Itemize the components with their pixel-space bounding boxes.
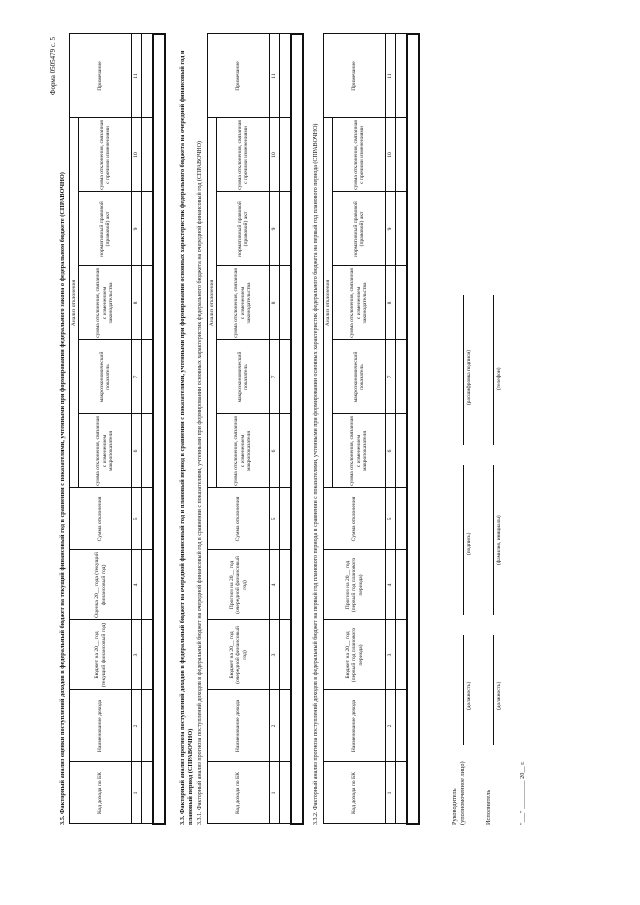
header-act: нормативный правовой (правовой) акт (217, 192, 270, 266)
header-name: Наименование дохода (208, 690, 270, 762)
data-cell[interactable] (280, 34, 292, 118)
data-cell[interactable] (142, 118, 154, 192)
col-number: 10 (386, 118, 396, 192)
data-cell[interactable] (142, 414, 154, 488)
col-number: 7 (132, 340, 142, 414)
data-cell[interactable] (280, 488, 292, 550)
col-number: 11 (386, 34, 396, 118)
data-cell[interactable] (280, 550, 292, 620)
data-cell[interactable] (280, 266, 292, 340)
header-other: сумма отклонения, связанная с прочими изменениями (217, 118, 270, 192)
header-budget: Бюджет на 20__ год (первый год планового периода) (324, 620, 386, 690)
col-number: 5 (132, 488, 142, 550)
data-cell[interactable] (142, 690, 154, 762)
section-title-3-3-1: 3.3.1. Факторный анализ прогноза поступлений доходов в федеральный бюджет на очередной финансовый год в сравнении с показателями, учтенными при формировании основных характеристик федерального бюджета на очередной финансовый год (СПРАВОЧНО) (197, 141, 203, 825)
header-dev-sum: Сумма отклонения (324, 488, 386, 550)
data-cell[interactable] (142, 34, 154, 118)
col-number: 10 (270, 118, 280, 192)
header-other: сумма отклонения, связанная с прочими изменениями (79, 118, 132, 192)
col-number: 6 (270, 414, 280, 488)
col-number: 4 (132, 550, 142, 620)
col-number: 1 (386, 762, 396, 824)
data-cell[interactable] (280, 620, 292, 690)
section-title-3-3: 3.3. Факторный анализ прогноза поступлений доходов в федеральный бюджет на очередной финансовый год и плановый период в сравнении с показателями, учтенными при формировании основных характеристик федерального бюджета на очередной финансовый год и плановый период (СПРАВОЧНО) (179, 50, 194, 825)
header-macro-change: сумма отклонения, связанная с изменением макропоказателя (79, 414, 132, 488)
data-cell[interactable] (396, 192, 408, 266)
header-macro: макроэкономический показатель (333, 340, 386, 414)
header-note: Примечание (208, 34, 270, 118)
table-3-3-2 (323, 33, 420, 825)
data-cell[interactable] (142, 762, 154, 824)
col-number: 6 (386, 414, 396, 488)
col-number: 11 (132, 34, 142, 118)
header-budget: Бюджет на 20__ год (текущий финансовый год) (70, 620, 132, 690)
header-forecast: Прогноз на 20__ год (первый год планового периода) (324, 550, 386, 620)
executor-fio-caption: (фамилия, инициалы) (496, 515, 502, 565)
header-macro: макроэкономический показатель (217, 340, 270, 414)
date-line[interactable]: "___" _________ 20__ г. (519, 761, 526, 825)
data-cell[interactable] (142, 266, 154, 340)
header-macro-change: сумма отклонения, связанная с изменением макропоказателя (217, 414, 270, 488)
total-row (291, 34, 303, 824)
header-dev-sum: Сумма отклонения (70, 488, 132, 550)
total-row (407, 34, 419, 824)
header-dev-sum: Сумма отклонения (208, 488, 270, 550)
data-cell[interactable] (142, 192, 154, 266)
data-cell[interactable] (280, 414, 292, 488)
col-number: 4 (386, 550, 396, 620)
table-3-5 (69, 33, 166, 825)
col-number: 2 (386, 690, 396, 762)
head-decoding-line[interactable] (463, 295, 464, 445)
data-cell[interactable] (280, 690, 292, 762)
table-3-3-1 (207, 33, 304, 825)
header-estimate: Оценка 20__ года (текущий финансовый год) (70, 550, 132, 620)
header-law-change: сумма отклонения, связанная с изменением законодательства (333, 266, 386, 340)
head-signature-line[interactable] (463, 465, 464, 615)
header-act: нормативный правовой (правовой) акт (333, 192, 386, 266)
section-title-3-3-2: 3.3.2. Факторный анализ прогноза поступлений доходов в федеральный бюджет на первый год планового периода в сравнении с показателями, учтенными при формировании основных характеристик федерального бюджета на первый год планового периода (СПРАВОЧНО) (313, 123, 319, 825)
col-number: 2 (270, 690, 280, 762)
data-cell[interactable] (280, 192, 292, 266)
col-number: 6 (132, 414, 142, 488)
rotated-landscape-content (45, 25, 605, 885)
header-name: Наименование дохода (70, 690, 132, 762)
header-analysis: Анализ отклонения (208, 118, 217, 488)
head-label: Руководитель (уполномоченное лицо) (451, 761, 466, 825)
data-cell[interactable] (280, 340, 292, 414)
head-position-line[interactable] (463, 635, 464, 745)
data-cell[interactable] (280, 118, 292, 192)
header-code: Код дохода по БК (208, 762, 270, 824)
header-macro: макроэкономический показатель (79, 340, 132, 414)
col-number: 9 (270, 192, 280, 266)
data-cell[interactable] (142, 488, 154, 550)
section-title-3-5: 3.5. Факторный анализ оценки поступлений доходов в федеральный бюджет на текущий финансовый год в сравнении с показателями, учтенными при формировании федерального закона о федеральном бюджете (СПРАВОЧНО) (59, 172, 66, 825)
data-cell[interactable] (142, 550, 154, 620)
head-decoding-caption: (расшифровка подписи) (466, 349, 472, 405)
col-number: 8 (270, 266, 280, 340)
data-cell[interactable] (396, 488, 408, 550)
form-label: Форма 0505479 с. 5 (49, 37, 57, 96)
header-other: сумма отклонения, связанная с прочими изменениями (333, 118, 386, 192)
col-number: 3 (132, 620, 142, 690)
col-number: 1 (132, 762, 142, 824)
col-number: 9 (132, 192, 142, 266)
executor-phone-caption: (телефон) (496, 367, 502, 390)
col-number: 8 (386, 266, 396, 340)
col-number: 3 (386, 620, 396, 690)
header-macro-change: сумма отклонения, связанная с изменением макропоказателя (333, 414, 386, 488)
head-position-caption: (должность) (466, 681, 472, 710)
executor-phone-line[interactable] (493, 295, 494, 445)
col-number: 5 (386, 488, 396, 550)
header-act: нормативный правовой (правовой) акт (79, 192, 132, 266)
executor-fio-line[interactable] (493, 465, 494, 615)
col-number: 9 (386, 192, 396, 266)
header-law-change: сумма отклонения, связанная с изменением законодательства (217, 266, 270, 340)
head-signature-caption: (подпись) (466, 532, 472, 555)
data-cell[interactable] (396, 266, 408, 340)
data-cell[interactable] (396, 690, 408, 762)
col-number: 2 (132, 690, 142, 762)
header-code: Код дохода по БК (324, 762, 386, 824)
data-cell[interactable] (396, 550, 408, 620)
data-cell[interactable] (396, 414, 408, 488)
col-number: 5 (270, 488, 280, 550)
col-number: 4 (270, 550, 280, 620)
col-number: 8 (132, 266, 142, 340)
total-row (153, 34, 165, 824)
header-code: Код дохода по БК (70, 762, 132, 824)
data-cell[interactable] (396, 620, 408, 690)
col-number: 7 (270, 340, 280, 414)
executor-label: Исполнитель (485, 789, 492, 825)
col-number: 7 (386, 340, 396, 414)
header-name: Наименование дохода (324, 690, 386, 762)
data-cell[interactable] (396, 340, 408, 414)
data-cell[interactable] (396, 34, 408, 118)
col-number: 3 (270, 620, 280, 690)
data-cell[interactable] (142, 620, 154, 690)
data-cell[interactable] (280, 762, 292, 824)
header-analysis: Анализ отклонения (70, 118, 79, 488)
header-analysis: Анализ отклонения (324, 118, 333, 488)
data-cell[interactable] (396, 118, 408, 192)
header-law-change: сумма отклонения, связанная с изменением законодательства (79, 266, 132, 340)
header-note: Примечание (324, 34, 386, 118)
header-forecast: Прогноз на 20__ год (очередной финансовый год) (208, 550, 270, 620)
header-budget: Бюджет на 20__ год (очередной финансовый год) (208, 620, 270, 690)
col-number: 1 (270, 762, 280, 824)
executor-position-caption: (должность) (496, 681, 502, 710)
header-note: Примечание (70, 34, 132, 118)
col-number: 10 (132, 118, 142, 192)
executor-position-line[interactable] (493, 635, 494, 745)
data-cell[interactable] (396, 762, 408, 824)
col-number: 11 (270, 34, 280, 118)
data-cell[interactable] (142, 340, 154, 414)
